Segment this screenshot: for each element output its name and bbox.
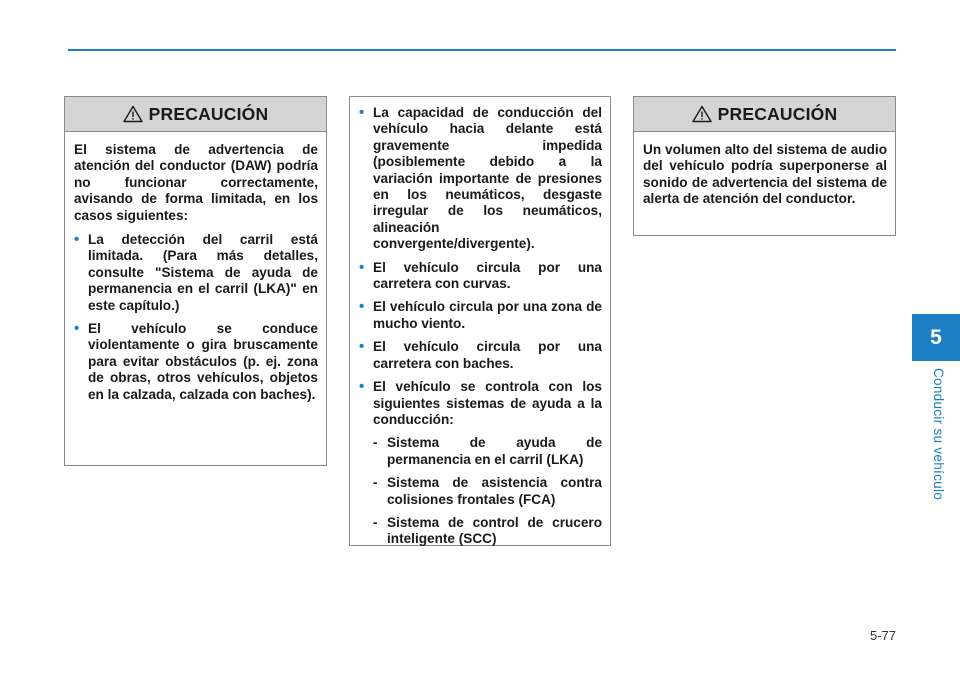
sub-dash: - (373, 514, 378, 530)
bullet-dot: • (74, 320, 80, 338)
list-item-text: La capacidad de conducción del vehículo hacia delante está gravemente impedida (posiblemente debido a la variación importante de presiones en los neumáticos, desgaste irregular de los neumáticos, alineación convergente/divergente). (373, 105, 602, 252)
list-item-text: El vehículo circula por una carretera con curvas. (373, 259, 602, 292)
sub-dash: - (373, 435, 378, 451)
chapter-label: Conducir su vehículo (931, 368, 946, 501)
chapter-number-tab: 5 (912, 314, 960, 361)
list-item-text: El vehículo se controla con los siguientes sistemas de ayuda a la conducción: (373, 379, 602, 427)
caution-header (65, 97, 326, 132)
caution-box-left (64, 96, 327, 466)
sub-dash: - (373, 475, 378, 491)
caution-header (634, 97, 895, 132)
bullet-dot: • (359, 338, 365, 356)
list-item-text: El vehículo circula por una zona de mucho viento. (373, 299, 602, 331)
list-item (359, 379, 602, 428)
caution-box-right (633, 96, 896, 236)
page-number: 5-77 (869, 628, 896, 643)
caution-body (634, 132, 895, 222)
caution-text: Un volumen alto del sistema de audio del vehículo podría superponerse al sonido de advertencia del sistema de alerta de atención del conductor. (643, 142, 887, 207)
list-item (74, 232, 318, 314)
caution-intro: El sistema de advertencia de atención del conductor (DAW) podría no funcionar correctamente, avisando de forma limitada, en los casos siguientes: (74, 142, 318, 223)
bullet-dot: • (359, 298, 365, 316)
sub-list-item (359, 515, 602, 548)
continued-list-box (349, 96, 611, 546)
caution-title: PRECAUCIÓN (148, 103, 269, 124)
caution-body (65, 132, 326, 416)
bullet-dot: • (359, 378, 365, 396)
bullet-dot: • (359, 258, 365, 276)
bullet-dot: • (359, 104, 365, 121)
warning-triangle-icon (123, 105, 143, 123)
sub-list-item-text: Sistema de control de crucero inteligente (SCC) (387, 514, 602, 547)
list-item-text: El vehículo circula por una carretera con baches. (373, 339, 602, 371)
list-item (74, 321, 318, 403)
warning-triangle-icon (692, 105, 712, 123)
sub-list-item-text: Sistema de asistencia contra colisiones frontales (FCA) (387, 475, 602, 507)
top-rule (68, 49, 896, 51)
list-item (359, 260, 602, 293)
sub-list-item-text: Sistema de ayuda de permanencia en el carril (LKA) (387, 435, 602, 467)
sub-list-item (359, 475, 602, 508)
sub-list-item (359, 435, 602, 468)
list-item (359, 339, 602, 372)
list-item-text: El vehículo se conduce violentamente o gira bruscamente para evitar obstáculos (p. ej. zona de obras, otros vehículos, objetos en la calzada, calzada con baches). (88, 321, 318, 402)
caution-title: PRECAUCIÓN (717, 103, 838, 124)
list-item (359, 299, 602, 332)
list-item (359, 105, 602, 253)
list-item-text: La detección del carril está limitada. (Para más detalles, consulte "Sistema de ayuda de permanencia en el carril (LKA)" en este capítulo.) (88, 232, 318, 313)
bullet-dot: • (74, 231, 80, 249)
